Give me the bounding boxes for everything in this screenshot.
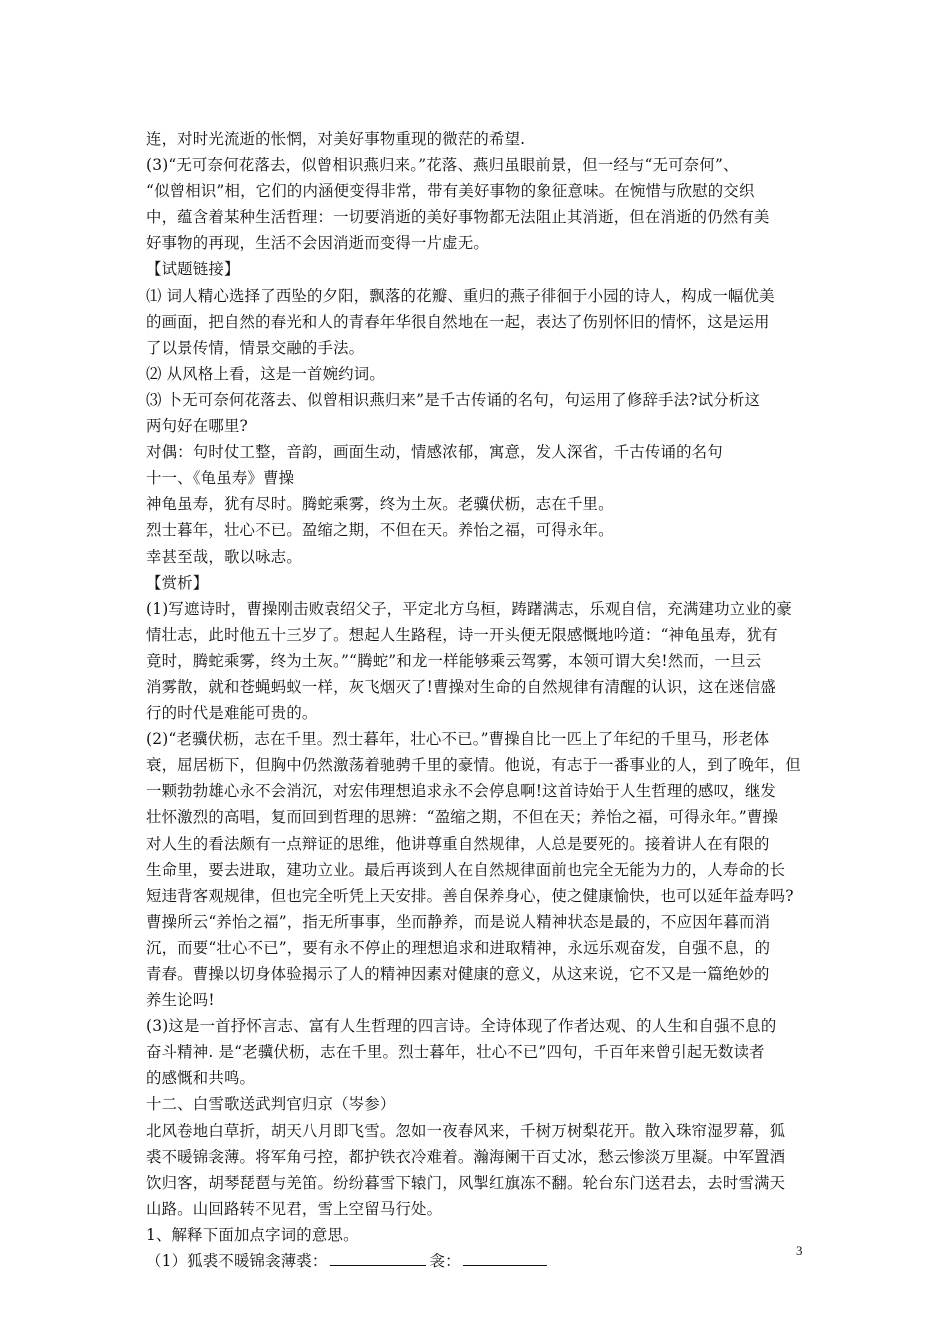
text-line: 曹操所云“养怡之福”，指无所事事，坐而静养，而是说人精神状态是最的，不应因年暮而消 bbox=[146, 912, 771, 931]
text-line: 壮怀激烈的高唱，复而回到哲理的思辨：“盈缩之期，不但在天；养怡之福，可得永年。”曹操 bbox=[146, 808, 779, 827]
question-item bbox=[146, 1248, 814, 1274]
text-line: 一颗勃勃雄心永不会消沉，对宏伟理想追求永不会停息啊!这首诗始于人生哲理的感叹，继发 bbox=[146, 782, 777, 801]
text-line: 对偶：句时仗工整，音韵，画面生动，情感浓郁，寓意，发人深省，千古传诵的名句 bbox=[146, 443, 723, 462]
poem-line: 神龟虽寿，犹有尽时。腾蛇乘雾，终为土灰。老骥伏枥，志在千里。 bbox=[146, 495, 614, 514]
text-line: (3)“无可奈何花落去，似曾相识燕归来。”花落、燕归虽眼前景，但一经与“无可奈何”、 bbox=[146, 156, 739, 175]
text-line: 衰，屈居枥下，但胸中仍然激荡着驰骋千里的豪情。他说，有志于一番事业的人，到了晚年，但 bbox=[146, 756, 801, 775]
text-line: 养生论吗! bbox=[146, 991, 215, 1010]
text-line: 沉，而要“壮心不已”，要有永不停止的理想追求和进取精神，永远乐观奋发，自强不息，的 bbox=[146, 938, 771, 957]
text-line: 的画面，把自然的春光和人的青春年华很自然地在一起，表达了伤别怀旧的情怀，这是运用 bbox=[146, 312, 770, 331]
text-line: 短违背客观规律，但也完全听凭上天安排。善自保养身心，使之健康愉快，也可以延年益寿吗? bbox=[146, 886, 794, 905]
section-heading: 【赏析】 bbox=[146, 573, 209, 592]
poem-line: 烈士暮年，壮心不已。盈缩之期，不但在天。养怡之福，可得永年。 bbox=[146, 521, 614, 540]
poem-line: 饮归客，胡琴琵琶与羌笛。纷纷暮雪下辕门，风掣红旗冻不翻。轮台东门送君去，去时雪满天 bbox=[146, 1173, 786, 1192]
text-line: 竟时，腾蛇乘雾，终为土灰。”“腾蛇”和龙一样能够乘云驾雾，本领可谓大矣!然而，一旦云 bbox=[146, 651, 762, 670]
text-line: ⑶ 卜无可奈何花落去、似曾相识燕归来”是千古传诵的名句，句运用了修辞手法?试分析这 bbox=[146, 390, 761, 409]
text-line: 青春。曹操以切身体验揭示了人的精神因素对健康的意义，从这来说，它不又是一篇绝妙的 bbox=[146, 965, 770, 983]
text-line: ⑴ 词人精心选择了西坠的夕阳，飘落的花瓣、重归的燕子徘徊于小园的诗人，构成一幅优美 bbox=[146, 286, 775, 305]
poem-line: 北风卷地白草折，胡天八月即飞雪。忽如一夜春风来，千树万树梨花开。散入珠帘湿罗幕，狐 bbox=[146, 1121, 786, 1140]
poem-line: 裘不暖锦衾薄。将军角弓控，都护铁衣冷难着。瀚海阑干百丈冰，愁云惨淡万里凝。中军置酒 bbox=[146, 1147, 786, 1166]
answer-blank[interactable] bbox=[463, 1251, 547, 1266]
document-body bbox=[146, 126, 814, 1274]
text-line: 了以景传情，情景交融的手法。 bbox=[146, 338, 365, 357]
section-heading: 【试题链接】 bbox=[146, 260, 240, 279]
text-line: 的感慨和共鸣。 bbox=[146, 1069, 256, 1088]
poem-line: 山路。山回路转不见君，雪上空留马行处。 bbox=[146, 1199, 443, 1218]
section-heading: 十一、《龟虽寿》曹操 bbox=[146, 469, 295, 488]
text-line: 好事物的再现，生活不会因消逝而变得一片虚无。 bbox=[146, 234, 489, 253]
text-line: 两句好在哪里? bbox=[146, 417, 248, 436]
text-line: 对人生的看法颇有一点辩证的思维，他讲尊重自然规律，人总是要死的。接着讲人在有限的 bbox=[146, 834, 770, 853]
text-line: 生命里，要去进取，建功立业。最后再谈到人在自然规律面前也完全无能为力的，人寿命的长 bbox=[146, 860, 786, 879]
question-prompt: 1、解释下面加点字词的意思。 bbox=[146, 1225, 359, 1244]
page-number: 3 bbox=[796, 1243, 803, 1258]
text-line: 奋斗精神. 是“老骥伏枥，志在千里。烈士暮年，壮心不已”四句，千百年来曾引起无数读者 bbox=[146, 1043, 765, 1062]
text-line: (3)这是一首抒怀言志、富有人生哲理的四言诗。全诗体现了作者达观、的人生和自强不息的 bbox=[146, 1017, 777, 1036]
text-line: (1)写遮诗时，曹操刚击败袁绍父子，平定北方乌桓，踌躇满志，乐观自信，充满建功立业的豪 bbox=[146, 599, 793, 618]
text-line: 连，对时光流逝的怅惘，对美好事物重现的微茫的希望. bbox=[146, 130, 526, 148]
question-label: （1）狐裘不暖锦衾薄裘： bbox=[146, 1252, 328, 1271]
text-line: “似曾相识”相，它们的内涵便变得非常，带有美好事物的象征意味。在惋惜与欣慰的交织 bbox=[146, 182, 755, 201]
section-heading: 十二、白雪歌送武判官归京（岑参） bbox=[146, 1095, 396, 1114]
question-label-2: 衾： bbox=[429, 1252, 461, 1271]
text-line: 行的时代是难能可贵的。 bbox=[146, 704, 318, 723]
text-line: 情壮志，此时他五十三岁了。想起人生路程，诗一开头便无限感慨地吟道：“神龟虽寿，犹有 bbox=[146, 625, 778, 644]
text-line: ⑵ 从风格上看，这是一首婉约词。 bbox=[146, 364, 385, 383]
text-line: (2)“老骥伏枥，志在千里。烈士暮年，壮心不已。”曹操自比一匹上了年纪的千里马，形老体 bbox=[146, 730, 770, 749]
text-line: 消雾散，就和苍蝇蚂蚁一样，灰飞烟灭了!曹操对生命的自然规律有清醒的认识，这在迷信盛 bbox=[146, 677, 777, 696]
poem-line: 幸甚至哉，歌以咏志。 bbox=[146, 547, 302, 566]
text-line: 中，蕴含着某种生活哲理：一切要消逝的美好事物都无法阻止其消逝，但在消逝的仍然有美 bbox=[146, 208, 770, 227]
answer-blank[interactable] bbox=[330, 1251, 426, 1266]
